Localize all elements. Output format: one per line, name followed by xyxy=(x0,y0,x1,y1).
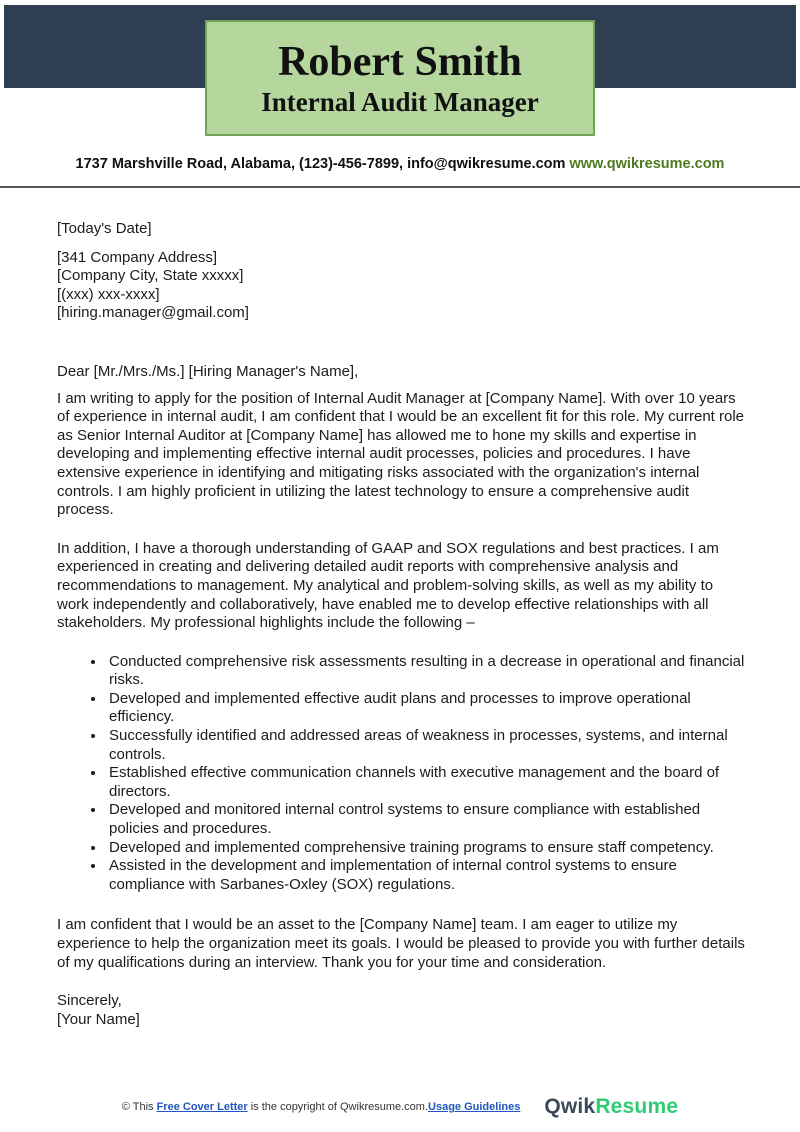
signoff-block xyxy=(57,992,745,1029)
list-item: • Developed and monitored internal control systems to ensure compliance with established policies and procedures. xyxy=(106,801,745,838)
person-job-title: Internal Audit Manager xyxy=(261,86,539,117)
name-box xyxy=(205,20,595,136)
highlights-list xyxy=(57,653,745,895)
list-item: • Established effective communication channels with executive management and the board of directors. xyxy=(106,764,745,801)
copyright-notice xyxy=(122,1101,521,1113)
list-item: • Developed and implemented comprehensive training programs to ensure staff competency. xyxy=(106,839,745,858)
list-item: • Successfully identified and addressed areas of weakness in processes, systems, and internal controls. xyxy=(106,727,745,764)
paragraph-qualifications: In addition, I have a thorough understanding of GAAP and SOX regulations and best practices. I am experienced in creating and delivering detailed audit reports with comprehensive analysis and recommendations to management. My analytical and problem-solving skills, as well as my ability to work independently and collaboratively, have enabled me to develop effective relationships with all stakeholders. My professional highlights include the following – xyxy=(57,539,719,632)
copyright-prefix: © This xyxy=(121,1101,157,1113)
letter-body xyxy=(0,212,800,1029)
salutation: Dear [Mr./Mrs./Ms.] [Hiring Manager's Name], xyxy=(57,362,359,380)
paragraph-closing: I am confident that I would be an asset to the [Company Name] team. I am eager to utilize my experience to help the organization meet its goals. I would be pleased to provide you with further details of my qualifications during an interview. Thank you for your time and consideration. xyxy=(57,916,745,971)
list-item: • Assisted in the development and implementation of internal control systems to ensure compliance with Sarbanes-Oxley (SOX) regulations. xyxy=(106,857,745,894)
contact-info: 1737 Marshville Road, Alabama, (123)-456-7899, info@qwikresume.com xyxy=(75,156,566,172)
paragraph-intro: I am writing to apply for the position of Internal Audit Manager at [Company Name]. With over 10 years of experience in internal audit, I am confident that I would be an excellent fit for this role. My current role as Senior Internal Auditor at [Company Name] has allowed me to hone my skills and expertise in developing and implementing effective internal audit processes, policies and procedures. I have extensive experience in identifying and mitigating risks associated with the organization's internal controls. I am highly proficient in utilizing the latest technology to ensure a comprehensive audit process. xyxy=(57,389,745,519)
qwikresume-logo xyxy=(544,1095,678,1119)
address-line: [(xxx) xxx-xxxx] xyxy=(57,285,160,303)
address-line: [hiring.manager@gmail.com] xyxy=(57,304,249,322)
person-name: Robert Smith xyxy=(278,38,522,85)
usage-guidelines-link[interactable]: Usage Guidelines xyxy=(428,1101,521,1113)
website-link[interactable]: www.qwikresume.com xyxy=(569,156,725,172)
logo-resume-text: Resume xyxy=(595,1095,679,1118)
list-item: • Conducted comprehensive risk assessments resulting in a decrease in operational and financial risks. xyxy=(106,653,745,690)
header-divider xyxy=(0,186,800,188)
signoff: Sincerely, xyxy=(57,992,122,1010)
signature-placeholder: [Your Name] xyxy=(57,1010,140,1028)
address-line: [Company City, State xxxxx] xyxy=(57,267,244,285)
recipient-address-block xyxy=(57,249,745,323)
list-item: • Developed and implemented effective audit plans and processes to improve operational efficiency. xyxy=(106,690,745,727)
address-line: [341 Company Address] xyxy=(57,248,218,266)
footer xyxy=(0,1090,800,1124)
contact-line xyxy=(0,156,800,172)
free-cover-letter-link[interactable]: Free Cover Letter xyxy=(156,1101,248,1113)
date-placeholder: [Today's Date] xyxy=(57,220,152,237)
logo-qwik-text: Qwik xyxy=(544,1095,596,1118)
header xyxy=(0,0,800,172)
copyright-middle: is the copyright of Qwikresume.com. xyxy=(247,1101,429,1113)
